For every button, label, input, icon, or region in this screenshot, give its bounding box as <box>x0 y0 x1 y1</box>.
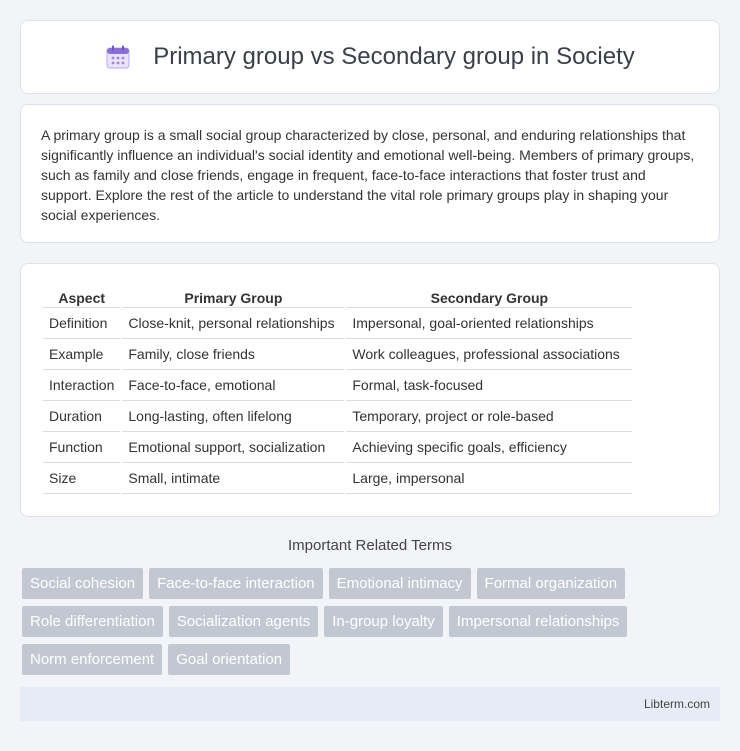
table-cell: Large, impersonal <box>346 463 632 494</box>
table-cell: Impersonal, goal-oriented relationships <box>346 308 632 339</box>
comparison-table <box>41 284 634 494</box>
header-primary-group: Primary Group <box>122 284 344 308</box>
comparison-card <box>20 263 720 517</box>
calendar-icon <box>105 44 131 70</box>
intro-card <box>20 104 720 243</box>
table-cell: Interaction <box>43 370 120 401</box>
term-chip[interactable]: Impersonal relationships <box>449 606 628 637</box>
table-row <box>43 370 632 401</box>
table-cell: Long-lasting, often lifelong <box>122 401 344 432</box>
table-header-row <box>43 284 632 308</box>
related-terms-title: Important Related Terms <box>288 537 452 554</box>
term-chip[interactable]: Face-to-face interaction <box>149 568 323 599</box>
term-chip[interactable]: Formal organization <box>477 568 626 599</box>
header-aspect: Aspect <box>43 284 120 308</box>
footer <box>20 687 720 721</box>
table-cell: Definition <box>43 308 120 339</box>
header-secondary-group: Secondary Group <box>346 284 632 308</box>
table-cell: Family, close friends <box>122 339 344 370</box>
table-row <box>43 432 632 463</box>
table-cell: Example <box>43 339 120 370</box>
term-chip[interactable]: Norm enforcement <box>22 644 162 675</box>
related-terms-list <box>22 568 722 675</box>
header-card <box>20 20 720 94</box>
intro-paragraph: A primary group is a small social group characterized by close, personal, and enduring relationships that significantly influence an individual's social identity and emotional well-being. Members of primary groups, such as family and close friends, engage in frequent, face-to-face interactions that foster trust and support. Explore the rest of the article to understand the vital role primary groups play in shaping your social experiences. <box>41 127 695 223</box>
table-row <box>43 339 632 370</box>
page-title: Primary group vs Secondary group in Society <box>153 43 635 70</box>
table-row <box>43 308 632 339</box>
term-chip[interactable]: Emotional intimacy <box>329 568 471 599</box>
table-cell: Small, intimate <box>122 463 344 494</box>
table-cell: Close-knit, personal relationships <box>122 308 344 339</box>
table-cell: Emotional support, socialization <box>122 432 344 463</box>
term-chip[interactable]: Socialization agents <box>169 606 318 637</box>
table-cell: Work colleagues, professional associations <box>346 339 632 370</box>
table-cell: Size <box>43 463 120 494</box>
table-cell: Formal, task-focused <box>346 370 632 401</box>
term-chip[interactable]: Role differentiation <box>22 606 163 637</box>
footer-site-link[interactable]: Libterm.com <box>643 697 710 711</box>
table-row <box>43 463 632 494</box>
table-cell: Temporary, project or role-based <box>346 401 632 432</box>
table-row <box>43 401 632 432</box>
table-cell: Achieving specific goals, efficiency <box>346 432 632 463</box>
table-cell: Duration <box>43 401 120 432</box>
term-chip[interactable]: In-group loyalty <box>324 606 443 637</box>
term-chip[interactable]: Goal orientation <box>168 644 290 675</box>
term-chip[interactable]: Social cohesion <box>22 568 143 599</box>
table-cell: Face-to-face, emotional <box>122 370 344 401</box>
table-cell: Function <box>43 432 120 463</box>
